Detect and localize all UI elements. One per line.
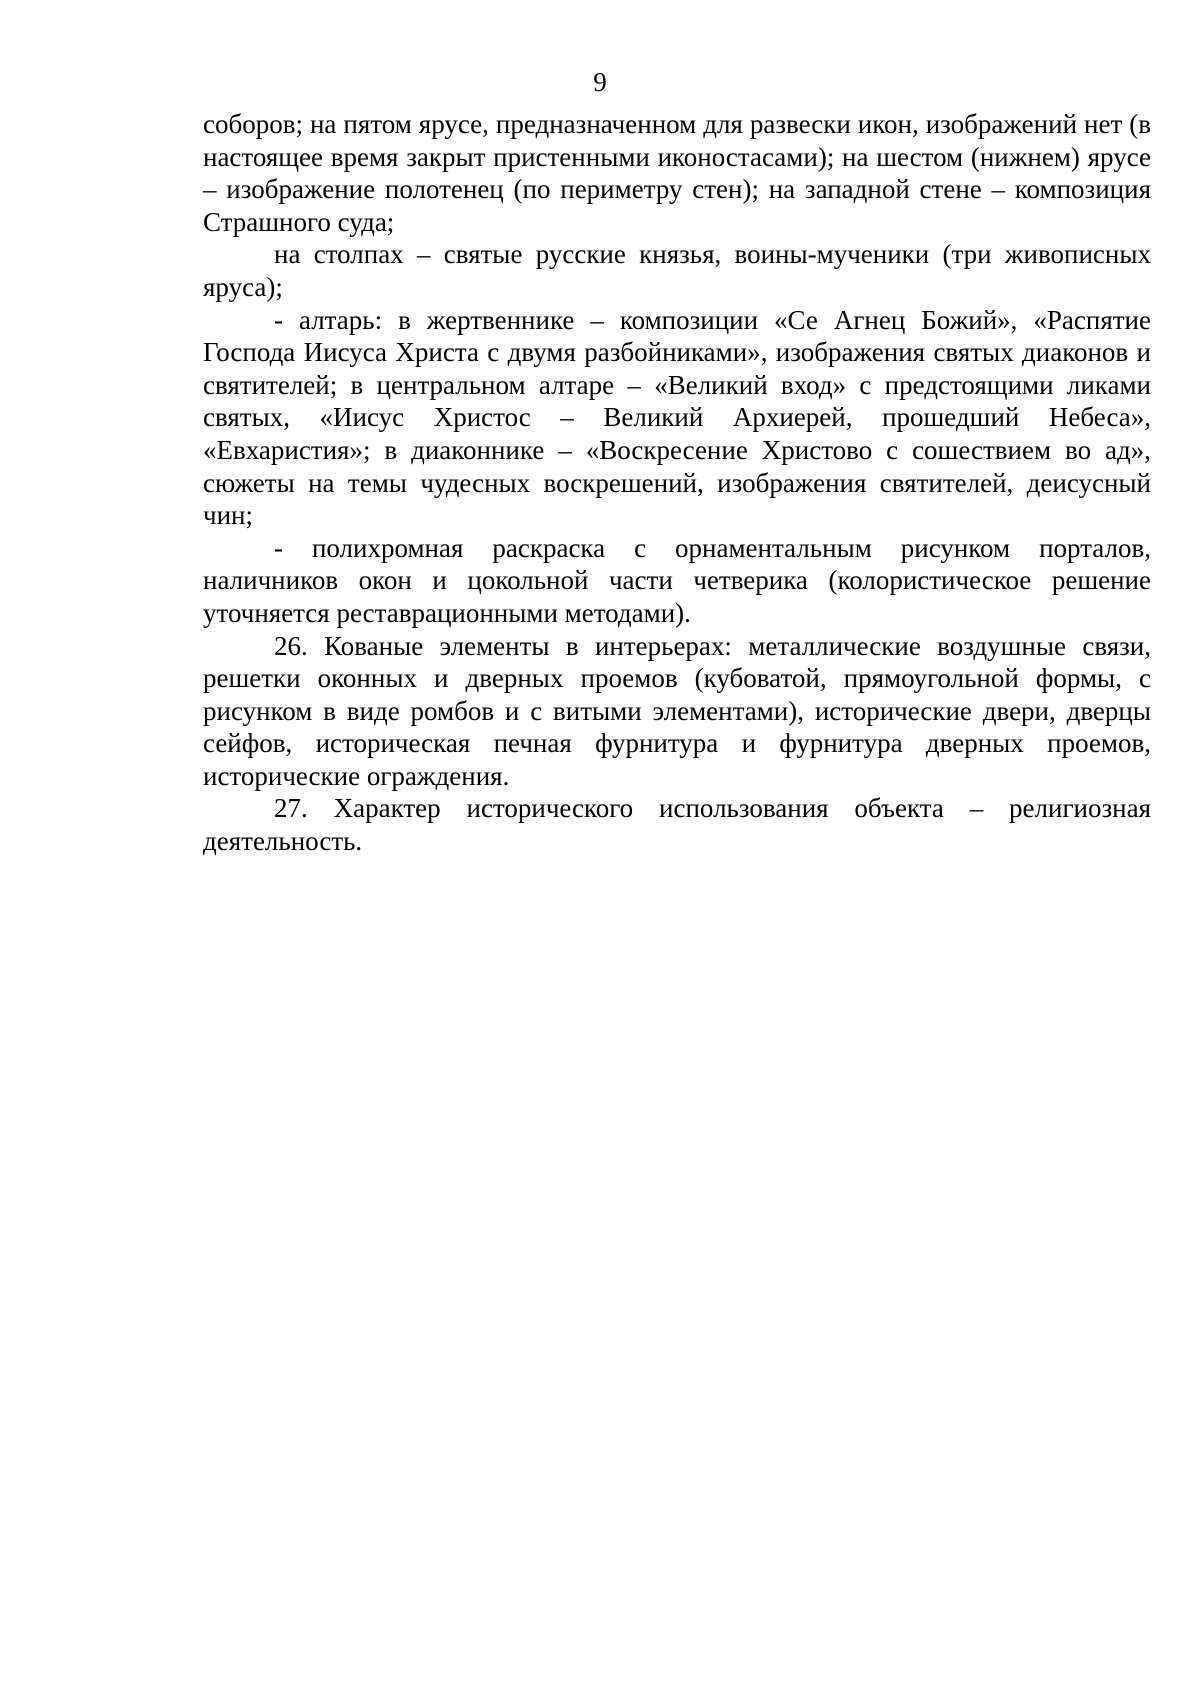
paragraph-pillars: на столпах – святые русские князья, воины-мученики (три живописных яруса); — [203, 239, 1151, 302]
paragraph-polychrome: - полихромная раскраска с орнаментальным рисунком порталов, наличников окон и цокольной части четверика (колористическое решение уточняется реставрационными методами). — [203, 532, 1151, 628]
page-number: 9 — [593, 67, 607, 97]
paragraph-altar: - алтарь: в жертвеннике – композиции «Се Агнец Божий», «Распятие Господа Иисуса Христа с двумя разбойниками», изображения святых диаконов и святителей; в центральном алтаре – «Великий вход» с предстоящими ликами святых, «Иисус Христос – Великий Архиерей, прошедший Небеса», «Евхаристия»; в диаконнике – «Воскресение Христово с сошествием во ад», сюжеты на темы чудесных воскрешений, изображения святителей, деисусный чин; — [203, 304, 1151, 531]
document-body — [203, 108, 1151, 858]
paragraph-item-27: 27. Характер исторического использования объекта – религиозная деятельность. — [203, 793, 1151, 857]
paragraph-item-26: 26. Кованые элементы в интерьерах: металлические воздушные связи, решетки оконных и дверных проемов (кубоватой, прямоугольной формы, с рисунком в виде ромбов и с витыми элементами), исторические двери, дверцы сейфов, историческая печная фурнитура и фурнитура дверных проемов, исторические ограждения. — [203, 630, 1151, 791]
paragraph-murals-tiers: соборов; на пятом ярусе, предназначенном для развески икон, изображений нет (в настоящее время закрыт пристенными иконостасами); на шестом (нижнем) ярусе – изображение полотенец (по периметру стен); на западной стене – композиция Страшного суда; — [203, 109, 1151, 237]
